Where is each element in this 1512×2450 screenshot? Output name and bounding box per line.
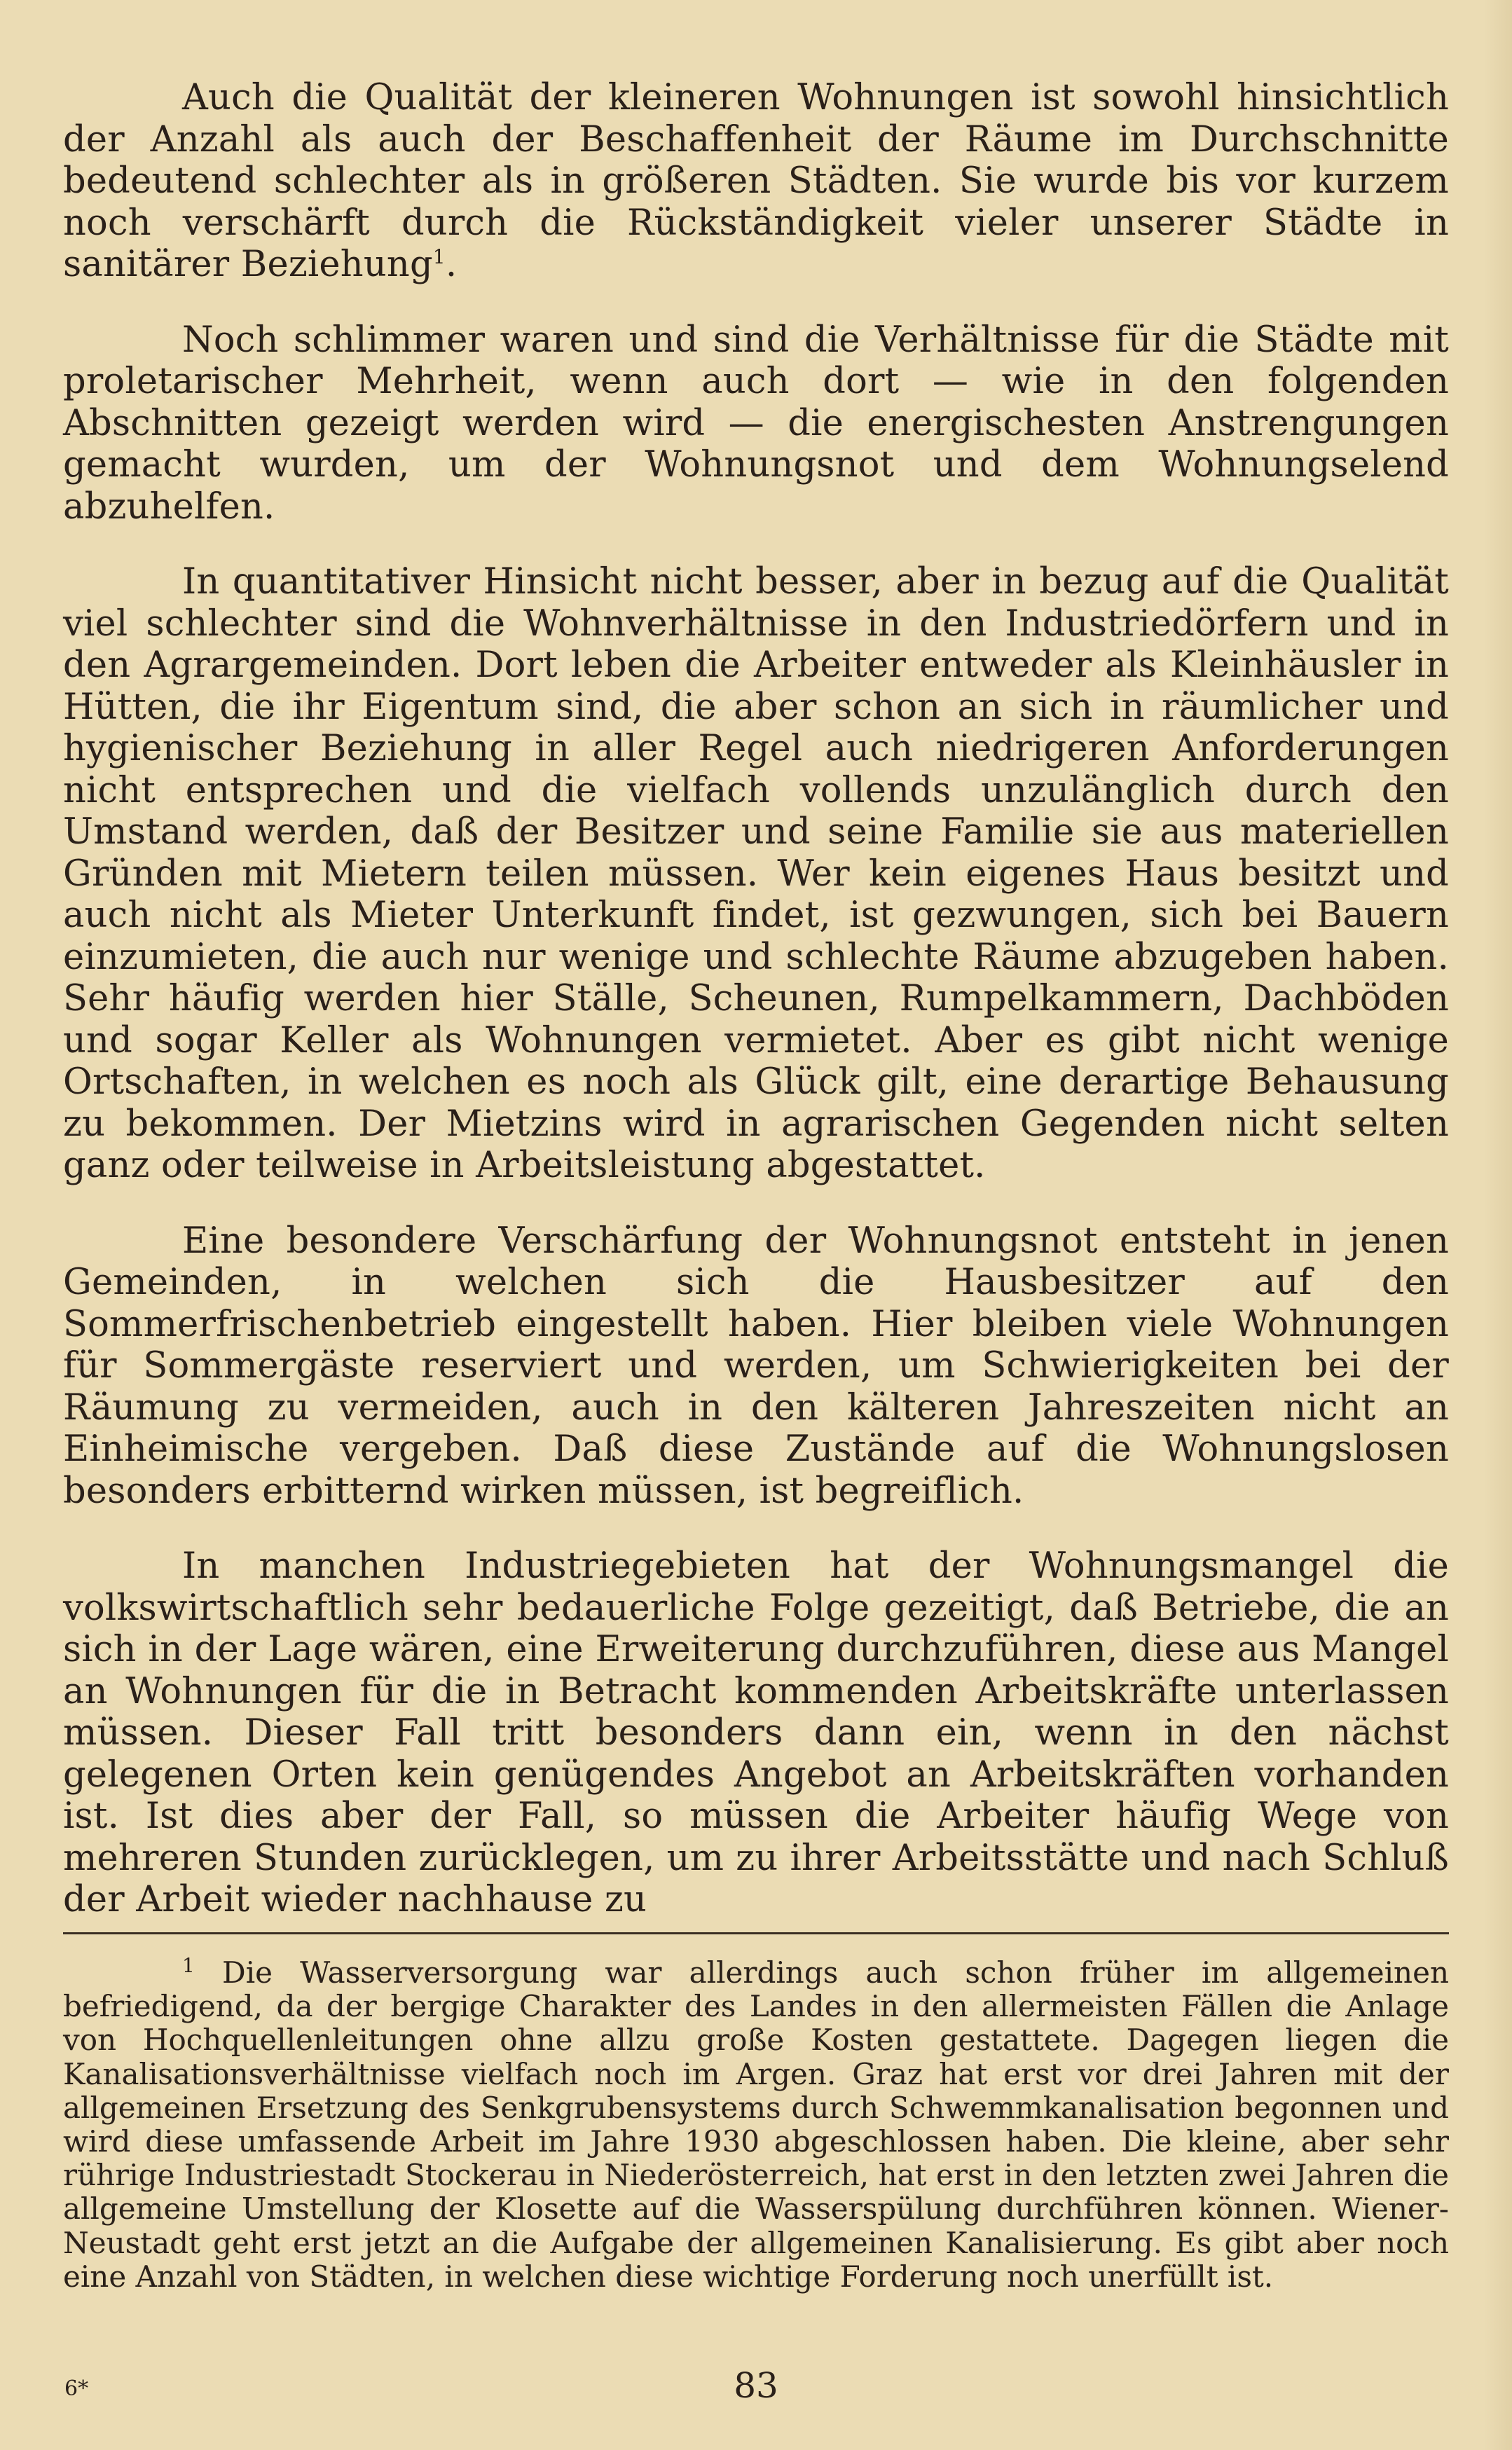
footnote-marker: 1 xyxy=(182,1954,195,1977)
page-body xyxy=(63,77,1449,1955)
paragraph: Noch schlimmer waren und sind die Verhältnisse für die Städte mit proletarischer Mehrheit, wenn auch dort — wie in den folgenden Abschnitten gezeigt werden wird — die energischesten Anstrengungen gemacht wurden, um der Wohnungsnot und dem Wohnungselend abzuhelfen. xyxy=(63,319,1449,528)
footnote-divider xyxy=(63,1932,1449,1934)
paragraph: In manchen Industriegebieten hat der Wohnungsmangel die volkswirtschaftlich sehr bedauerliche Folge gezeitigt, daß Betriebe, die an sich in der Lage wären, eine Erweiterung durchzuführen, diese aus Mangel an Wohnungen für die in Betracht kommenden Arbeitskräfte unterlassen müssen. Dieser Fall tritt besonders dann ein, wenn in den nächst gelegenen Orten kein genügendes Angebot an Arbeitskräften vorhanden ist. Ist dies aber der Fall, so müssen die Arbeiter häufig Wege von mehreren Stunden zurücklegen, um zu ihrer Arbeitsstätte und nach Schluß der Arbeit wieder nachhause zu xyxy=(63,1546,1449,1920)
footnote xyxy=(63,1956,1449,2294)
page-edge-shadow xyxy=(1484,0,1512,2450)
footnote-reference-tail: . xyxy=(445,244,458,285)
footnote-reference: 1 xyxy=(432,245,446,268)
paragraph xyxy=(63,77,1449,286)
sheet-signature: 6* xyxy=(64,2376,89,2401)
page-number: 83 xyxy=(734,2365,778,2406)
paragraph-text: Auch die Qualität der kleineren Wohnungen ist sowohl hinsichtlich der Anzahl als auch der Beschaffenheit der Räume im Durchschnitte bedeutend schlechter als in größeren Städten. Sie wurde bis vor kurzem noch verschärft durch die Rückständigkeit vieler unserer Städte in sanitärer Beziehung xyxy=(63,77,1449,285)
paragraph: In quantitativer Hinsicht nicht besser, aber in bezug auf die Qualität viel schlechter sind die Wohnverhältnisse in den Industriedörfern und in den Agrargemeinden. Dort leben die Arbeiter entweder als Kleinhäusler in Hütten, die ihr Eigentum sind, die aber schon an sich in räumlicher und hygienischer Beziehung in aller Regel auch niedrigeren Anforderungen nicht entsprechen und die vielfach vollends unzulänglich durch den Umstand werden, daß der Besitzer und seine Familie sie aus materiellen Gründen mit Mietern teilen müssen. Wer kein eigenes Haus besitzt und auch nicht als Mieter Unterkunft findet, ist gezwungen, sich bei Bauern einzumieten, die auch nur wenige und schlechte Räume abzugeben haben. Sehr häufig werden hier Ställe, Scheunen, Rumpelkammern, Dachböden und sogar Keller als Wohnungen vermietet. Aber es gibt nicht wenige Ortschaften, in welchen es noch als Glück gilt, eine derartige Behausung zu bekommen. Der Mietzins wird in agrarischen Gegenden nicht selten ganz oder teilweise in Arbeitsleistung abgestattet. xyxy=(63,561,1449,1186)
paragraph: Eine besondere Verschärfung der Wohnungsnot entsteht in jenen Gemeinden, in welchen sich die Hausbesitzer auf den Sommerfrischenbetrieb eingestellt haben. Hier bleiben viele Wohnungen für Sommergäste reserviert und werden, um Schwierigkeiten bei der Räumung zu vermeiden, auch in den kälteren Jahreszeiten nicht an Einheimische vergeben. Daß diese Zustände auf die Wohnungslosen besonders erbitternd wirken müssen, ist begreiflich. xyxy=(63,1220,1449,1512)
footnote-text: Die Wasserversorgung war allerdings auch schon früher im allgemeinen befriedigend, da der bergige Charakter des Landes in den allermeisten Fällen die Anlage von Hochquellenleitungen ohne allzu große Kosten gestattete. Dagegen liegen die Kanalisationsverhältnisse vielfach noch im Argen. Graz hat erst vor drei Jahren mit der allgemeinen Ersetzung des Senkgrubensystems durch Schwemmkanalisation begonnen und wird diese umfassende Arbeit im Jahre 1930 abgeschlossen haben. Die kleine, aber sehr rührige Industriestadt Stockerau in Niederösterreich, hat erst in den letzten zwei Jahren die allgemeine Umstellung der Klosette auf die Wasserspülung durchführen können. Wiener-Neustadt geht erst jetzt an die Aufgabe der allgemeinen Kanalisierung. Es gibt aber noch eine Anzahl von Städten, in welchen diese wichtige Forderung noch unerfüllt ist. xyxy=(63,1955,1449,2294)
